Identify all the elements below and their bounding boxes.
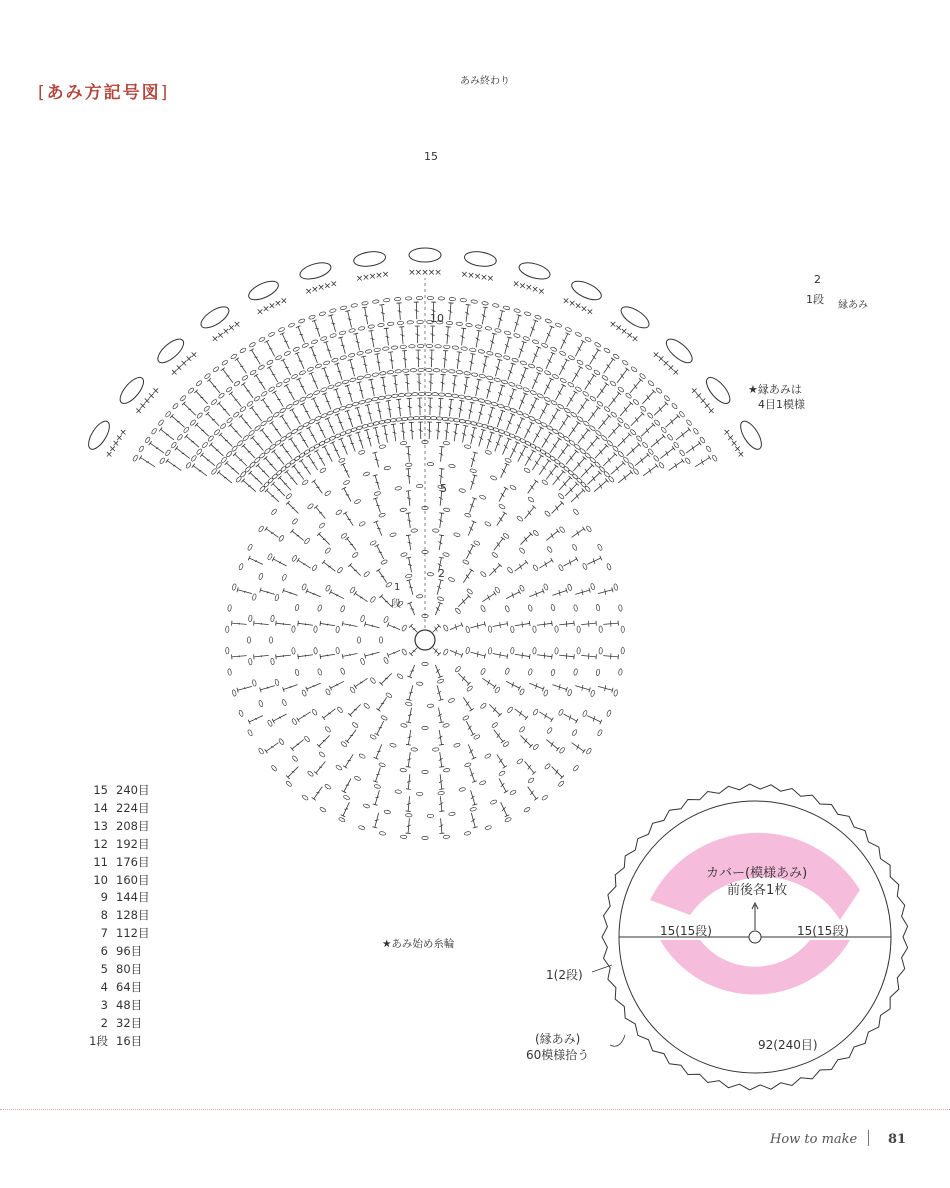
edge-label-leader — [610, 1035, 625, 1046]
footer-separator — [868, 1130, 869, 1146]
row-count-entry — [58, 979, 149, 997]
svg-text:×: × — [222, 327, 230, 338]
side-label-leader — [592, 965, 612, 972]
svg-text:×: × — [139, 401, 147, 412]
row-number: 14 — [93, 800, 108, 815]
row-number: 6 — [100, 944, 108, 959]
svg-text:×: × — [304, 287, 313, 298]
row-count-entry — [58, 1033, 149, 1051]
page-number: 81 — [888, 1132, 907, 1147]
svg-text:×: × — [108, 444, 117, 455]
stitch-count: 96目 — [116, 944, 143, 959]
svg-text:×: × — [311, 285, 319, 296]
svg-text:×: × — [574, 301, 582, 312]
svg-text:×: × — [671, 367, 680, 378]
svg-text:×: × — [180, 358, 188, 369]
svg-text:×: × — [381, 270, 390, 281]
svg-text:×: × — [562, 296, 570, 307]
svg-text:×: × — [480, 272, 488, 283]
picot-scallop — [298, 260, 333, 283]
row-number: 11 — [93, 854, 108, 869]
row-number: 15 — [93, 783, 108, 797]
stitch-count: 128目 — [116, 908, 150, 923]
svg-text:×: × — [486, 273, 495, 284]
stitch-count: 208目 — [116, 818, 150, 833]
row-number: 4 — [100, 979, 108, 994]
svg-text:×: × — [317, 283, 325, 294]
row-count-entry — [58, 872, 149, 890]
svg-text:×: × — [707, 406, 716, 417]
edge-label: 縁あみ — [838, 300, 868, 311]
row-count-entry — [58, 818, 149, 836]
svg-text:×: × — [227, 323, 236, 334]
svg-text:×: × — [421, 268, 429, 278]
svg-text:×: × — [262, 304, 270, 315]
picot-scallop — [353, 250, 387, 268]
cover-right-dimension: 15(15段) — [797, 924, 849, 938]
row-count-entry — [58, 943, 149, 961]
svg-text:×: × — [408, 268, 416, 279]
svg-text:×: × — [690, 386, 699, 397]
svg-text:×: × — [467, 270, 475, 281]
row-number: 8 — [100, 908, 108, 923]
svg-text:×: × — [274, 298, 282, 309]
svg-text:×: × — [355, 273, 364, 284]
svg-text:×: × — [256, 307, 264, 318]
svg-text:×: × — [280, 296, 288, 307]
row-number: 13 — [93, 818, 108, 833]
svg-text:×: × — [657, 354, 665, 365]
svg-text:×: × — [531, 285, 539, 296]
svg-text:×: × — [737, 450, 745, 461]
stitch-count: 240目 — [116, 783, 150, 797]
svg-text:×: × — [185, 354, 193, 365]
row-count-entry — [58, 782, 149, 800]
svg-text:×: × — [620, 327, 628, 338]
svg-text:×: × — [175, 363, 183, 374]
stitch-count: 112目 — [116, 926, 150, 941]
row-marker-1-unit: 段 — [391, 599, 401, 610]
svg-text:×: × — [586, 307, 594, 318]
row-count-entry — [58, 854, 149, 872]
svg-text:×: × — [730, 438, 738, 449]
row-number: 5 — [100, 962, 108, 977]
stitch-count: 224目 — [116, 800, 150, 815]
stitch-count: 80目 — [116, 962, 143, 977]
svg-text:×: × — [147, 391, 156, 402]
svg-text:×: × — [151, 386, 160, 397]
row-number: 1段 — [89, 1033, 108, 1048]
row-count-entry — [58, 1015, 149, 1033]
end-label: あみ終わり — [460, 76, 510, 87]
svg-text:×: × — [723, 427, 731, 438]
edge-row-2: 2 — [814, 273, 821, 286]
stitch-count: 48目 — [116, 997, 143, 1012]
cover-title: カバー(模様あみ) — [706, 866, 808, 881]
footer-divider — [0, 1109, 950, 1110]
picot-scallop — [517, 260, 552, 283]
row-marker-2: 2 — [438, 567, 445, 580]
edge-note-1: ★縁あみは — [748, 383, 802, 396]
row-number: 9 — [100, 890, 108, 905]
row-number: 3 — [100, 997, 108, 1012]
stitch-count: 192目 — [116, 836, 150, 851]
magic-ring — [415, 630, 435, 650]
cover-left-dimension: 15(15段) — [660, 924, 712, 938]
row-count-entry — [58, 925, 149, 943]
row-count-entry — [58, 997, 149, 1015]
svg-text:×: × — [414, 268, 423, 279]
svg-text:×: × — [211, 334, 219, 345]
picot-scallop — [409, 248, 441, 262]
svg-text:×: × — [703, 401, 711, 412]
svg-text:×: × — [119, 427, 127, 438]
row-count-table — [58, 782, 149, 1051]
cover-subtitle: 前後各1枚 — [727, 883, 788, 898]
stitch-count: 176目 — [116, 854, 150, 869]
svg-text:×: × — [460, 270, 469, 281]
row-count-entry — [58, 800, 149, 818]
svg-text:×: × — [134, 406, 143, 417]
row-marker-15: 15 — [424, 150, 438, 163]
row-number: 10 — [93, 872, 108, 887]
svg-text:×: × — [362, 272, 370, 283]
footer-howto: How to make — [770, 1132, 858, 1147]
svg-text:×: × — [568, 298, 576, 309]
svg-text:×: × — [216, 330, 225, 341]
cover-edge-label: (縁あみ) — [535, 1032, 581, 1046]
row-count-entry — [58, 836, 149, 854]
svg-text:×: × — [368, 271, 377, 282]
svg-text:×: × — [112, 438, 120, 449]
stitch-count: 32目 — [116, 1015, 143, 1030]
edge-row-1: 1段 — [806, 293, 824, 306]
svg-text:×: × — [512, 279, 520, 290]
cover-center-ring — [749, 931, 761, 943]
svg-text:×: × — [375, 270, 383, 281]
svg-text:×: × — [105, 450, 113, 461]
svg-text:×: × — [268, 301, 276, 312]
edge-note-2: 4目1模様 — [758, 398, 805, 411]
row-count-entry — [58, 961, 149, 979]
svg-text:×: × — [143, 396, 151, 407]
svg-text:×: × — [699, 396, 707, 407]
svg-text:×: × — [662, 358, 670, 369]
svg-text:×: × — [631, 334, 639, 345]
cover-bottom-dimension: 92(240目) — [758, 1038, 818, 1052]
svg-text:×: × — [580, 304, 588, 315]
page-title: [あみ方記号図] — [38, 83, 170, 103]
stitch-count: 64目 — [116, 979, 143, 994]
svg-text:×: × — [609, 320, 617, 331]
svg-text:×: × — [537, 287, 546, 298]
row-number: 7 — [100, 926, 108, 941]
row-marker-1: 1 — [394, 582, 401, 593]
svg-text:×: × — [733, 444, 742, 455]
cover-schematic — [592, 784, 908, 1090]
svg-text:×: × — [473, 271, 482, 282]
svg-text:×: × — [667, 363, 675, 374]
cover-side-label: 1(2段) — [546, 968, 583, 982]
picot-scallop — [464, 250, 498, 268]
svg-text:×: × — [330, 279, 338, 290]
svg-text:×: × — [427, 268, 436, 279]
svg-text:×: × — [694, 391, 703, 402]
stitch-count: 16目 — [116, 1033, 143, 1048]
svg-text:×: × — [726, 433, 735, 444]
svg-text:×: × — [518, 281, 527, 292]
svg-text:×: × — [190, 350, 198, 361]
svg-text:×: × — [625, 330, 634, 341]
stitch-count: 160目 — [116, 872, 150, 887]
svg-text:×: × — [233, 320, 241, 331]
stitch-count: 144目 — [116, 890, 150, 905]
svg-text:×: × — [115, 433, 124, 444]
start-label: ★あみ始め糸輪 — [382, 938, 455, 950]
row-count-entry — [58, 907, 149, 925]
row-marker-10: 10 — [430, 312, 444, 325]
svg-text:×: × — [323, 281, 332, 292]
svg-text:×: × — [525, 283, 533, 294]
svg-text:×: × — [434, 268, 442, 279]
svg-text:×: × — [614, 323, 623, 334]
svg-text:×: × — [652, 350, 660, 361]
svg-text:×: × — [170, 367, 179, 378]
cover-edge-count: 60模様拾う — [526, 1048, 590, 1062]
row-number: 12 — [93, 836, 108, 851]
row-marker-5: 5 — [440, 482, 447, 495]
title-text: あみ方記号図 — [46, 83, 161, 103]
row-count-entry — [58, 889, 149, 907]
row-number: 2 — [100, 1015, 108, 1030]
